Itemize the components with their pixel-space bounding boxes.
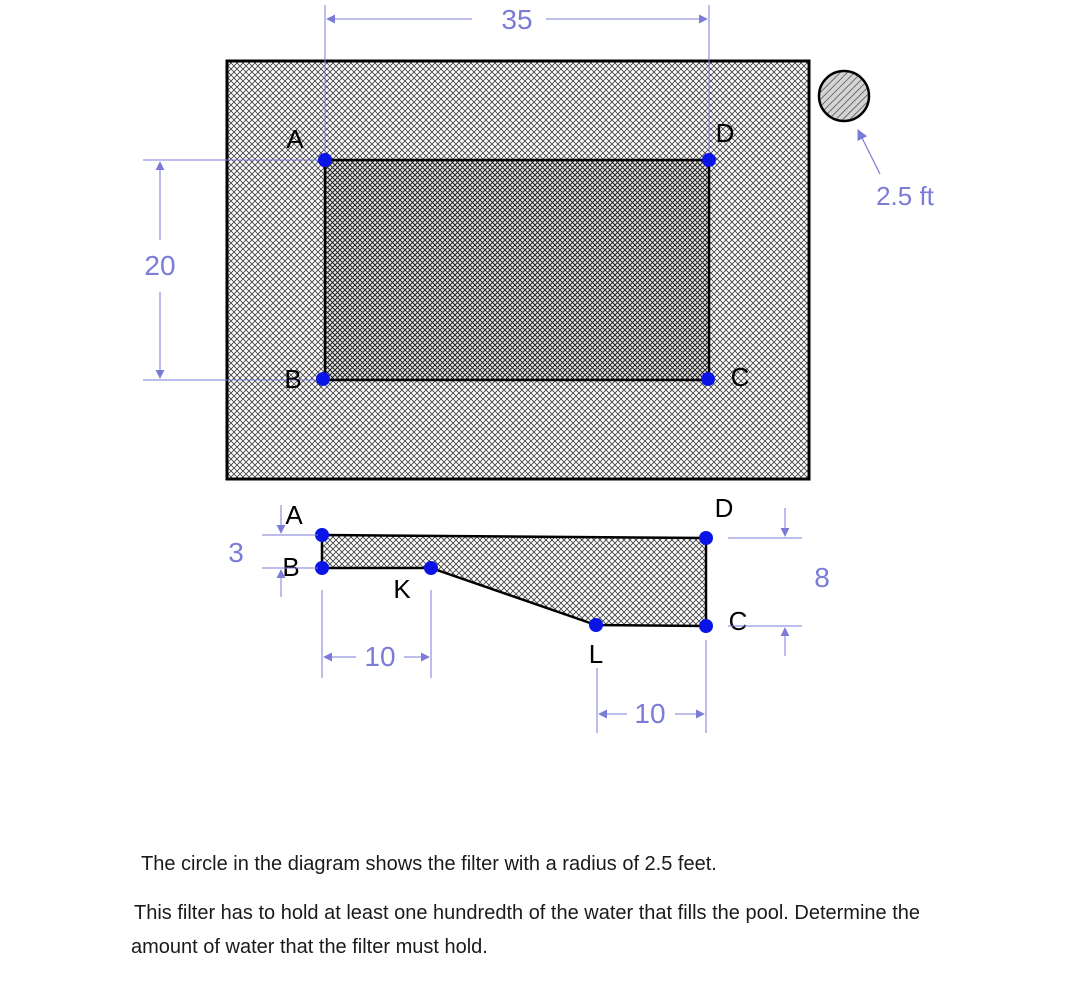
deep-depth-label: 8 [814,562,830,593]
filter-radius-label: 2.5 ft [876,181,934,211]
label-c-top: C [730,362,750,392]
point-k-side [424,561,438,575]
point-c-top [701,372,715,386]
point-l-side [589,618,603,632]
label-a-top: A [286,124,304,154]
top-view [143,4,935,479]
side-view [228,493,830,733]
point-c-side [699,619,713,633]
label-d-top: D [715,118,735,148]
problem-text-line1: The circle in the diagram shows the filter with a radius of 2.5 feet. [141,853,717,875]
point-d-side [699,531,713,545]
deep-length-label: 10 [634,698,666,729]
label-d-side: D [714,493,734,523]
label-b-side: B [282,552,300,582]
filter-circle [819,71,869,121]
label-l-side: L [588,639,604,669]
label-k-side: K [393,574,411,604]
shallow-length-label: 10 [364,641,396,672]
label-c-side: C [728,606,748,636]
problem-text-line2: This filter has to hold at least one hundredth of the water that fills the pool. Determine the amount of water that the filter must hold. [131,902,921,958]
point-a-top [318,153,332,167]
point-d-top [702,153,716,167]
height-label: 20 [144,250,176,281]
label-a-side: A [285,500,303,530]
filter-radius-pointer [858,130,880,174]
pool-cross-section [322,535,706,626]
shallow-depth-label: 3 [228,537,244,568]
width-label: 35 [501,4,533,35]
pool-surface [325,160,709,380]
label-b-top: B [284,364,302,394]
point-b-top [316,372,330,386]
